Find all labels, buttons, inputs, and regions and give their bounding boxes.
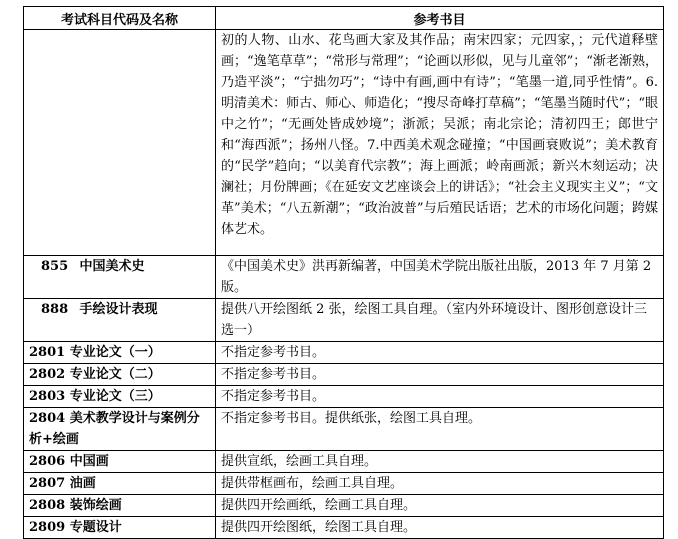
reference-cell: 提供宣纸，绘画工具自理。: [216, 451, 664, 473]
table-row: [24, 451, 664, 473]
subject-name: 油画: [69, 476, 96, 491]
subject-cell: [24, 342, 216, 364]
header-subject: 考试科目代码及名称: [24, 7, 216, 30]
subject-cell: [24, 495, 216, 517]
subject-name: 手绘设计表现: [79, 302, 158, 317]
reference-cell: 不指定参考书目。提供纸张，绘图工具自理。: [216, 408, 664, 451]
subject-name: 装饰绘画: [69, 498, 122, 513]
reference-cell: 提供四开绘图纸，绘图工具自理。: [216, 517, 664, 539]
table-row: [24, 256, 664, 299]
subject-code: 2802: [29, 367, 66, 382]
table-row: [24, 495, 664, 517]
table-row: [24, 473, 664, 495]
header-references: 参考书目: [216, 7, 664, 30]
subject-cell: [24, 408, 216, 451]
reference-cell: 不指定参考书目。: [216, 364, 664, 386]
table-row: [24, 386, 664, 408]
continuation-text: 初的人物、山水、花鸟画大家及其作品；南宋四家；元四家，；元代道释壁画；“逸笔草草”；“常形与常理”；“论画以形似，见与儿童邻”；“渐老渐熟，乃造平淡”；“宁拙勿巧”；“诗中有画,画中有诗”；“笔墨一道,同乎性情”。6.明清美术：师古、师心、师造化；“搜尽奇峰打草稿”；“笔墨当随时代”；“眼中之竹”；“无画处皆成妙境”；浙派；吴派；南北宗论；清初四王；郎世宁和“海西派”；扬州八怪。7.中西美术观念碰撞；“中国画衰败说”；美术教育的“民学”趋向；“以美育代宗教”；海上画派；岭南画派；新兴木刻运动；决澜社；月份牌画；《在延安文艺座谈会上的讲话》；“社会主义现实主义”；“文革”美术；“八五新潮”；“政治波普”与后殖民话语；艺术的市场化问题；跨媒体艺术。: [216, 30, 664, 256]
subject-name: 专业论文（一）: [69, 345, 161, 360]
subject-name: 专业论文（三）: [69, 389, 161, 404]
reference-cell: 《中国美术史》洪再新编著，中国美术学院出版社出版，2013 年 7 月第 2 版。: [216, 256, 664, 299]
table-row-continuation: [24, 30, 664, 256]
table-row: [24, 517, 664, 539]
subject-cell: [24, 364, 216, 386]
subject-code: 2804: [29, 411, 66, 426]
subject-name: 专业论文（二）: [69, 367, 161, 382]
reference-cell: 不指定参考书目。: [216, 386, 664, 408]
table-row: [24, 342, 664, 364]
subject-code: 2806: [29, 454, 66, 469]
subject-cell: [24, 473, 216, 495]
subject-code: 2808: [29, 498, 66, 513]
reference-cell: 提供四开绘画纸，绘画工具自理。: [216, 495, 664, 517]
subject-code: 855: [41, 259, 69, 274]
table-row: [24, 408, 664, 451]
reference-cell: 提供八开绘图纸 2 张，绘图工具自理。（室内外环境设计、图形创意设计三选一）: [216, 299, 664, 342]
table-header-row: [24, 7, 664, 30]
subject-code: 2807: [29, 476, 66, 491]
reference-cell: 提供带框画布，绘画工具自理。: [216, 473, 664, 495]
empty-subject-cell: [24, 30, 216, 256]
reference-cell: 不指定参考书目。: [216, 342, 664, 364]
subject-cell: [24, 299, 216, 342]
table-row: [24, 364, 664, 386]
subject-name: 专题设计: [69, 520, 122, 535]
subject-name: 美术教学设计与案例分析+绘画: [29, 411, 200, 447]
reference-books-table: [23, 6, 664, 539]
subject-cell: [24, 256, 216, 299]
subject-cell: [24, 386, 216, 408]
subject-code: 2809: [29, 520, 66, 535]
subject-code: 2803: [29, 389, 66, 404]
subject-code: 2801: [29, 345, 66, 360]
subject-name: 中国画: [69, 454, 109, 469]
subject-code: 888: [41, 302, 69, 317]
table-row: [24, 299, 664, 342]
subject-cell: [24, 517, 216, 539]
subject-name: 中国美术史: [79, 259, 145, 274]
subject-cell: [24, 451, 216, 473]
